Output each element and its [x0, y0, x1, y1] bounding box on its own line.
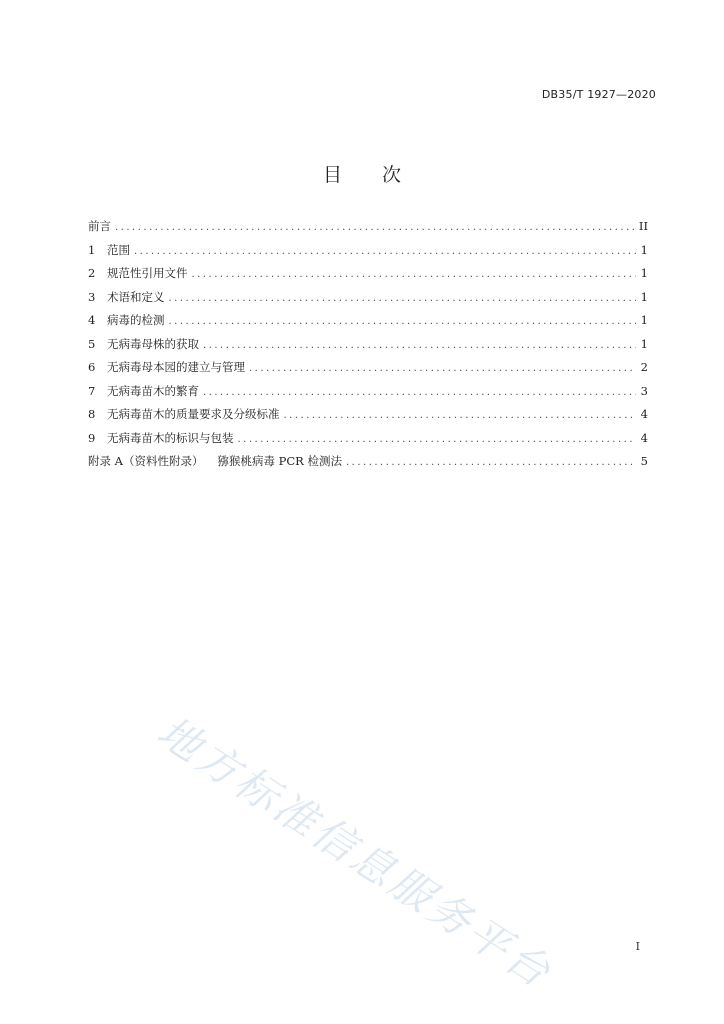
toc-entry-text: 无病毒苗木的标识与包装	[107, 430, 234, 445]
toc-leader	[249, 357, 636, 381]
toc-entry-5[interactable]	[88, 333, 648, 357]
toc-leader	[238, 428, 637, 452]
toc-entry-page: 5	[640, 454, 648, 468]
toc-entry-page: 1	[640, 336, 648, 351]
toc-leader	[169, 287, 637, 311]
toc-entry-subtitle: 猕猴桃病毒 PCR 检测法	[217, 454, 342, 468]
toc-entry-number: 2	[88, 266, 96, 280]
toc-entry-9[interactable]	[88, 427, 648, 451]
toc-entry-page: 2	[640, 360, 648, 374]
toc-leader	[203, 381, 636, 405]
toc-entry-text: 无病毒母本园的建立与管理	[107, 360, 245, 374]
toc-leader	[192, 263, 637, 287]
toc-entry-page: II	[638, 219, 648, 233]
toc-entry-2[interactable]	[88, 262, 648, 286]
toc-entry-page: 1	[640, 289, 648, 304]
watermark: 地方标准信息服务平台	[148, 706, 562, 999]
toc-leader	[203, 334, 636, 358]
toc-entry-text: 术语和定义	[107, 289, 165, 304]
toc-entry-page: 4	[640, 430, 648, 445]
document-code: DB35/T 1927—2020	[541, 88, 656, 101]
toc-entry-page: 1	[640, 242, 648, 257]
toc-entry-7[interactable]	[88, 380, 648, 404]
toc-entry-8[interactable]	[88, 403, 648, 427]
toc-entry-text: 无病毒苗木的质量要求及分级标准	[107, 407, 280, 421]
toc-entry-number: 7	[88, 383, 96, 398]
toc-leader	[134, 240, 636, 264]
toc-entry-number: 8	[88, 407, 96, 421]
toc-entry-page: 4	[640, 407, 648, 421]
toc-leader	[169, 310, 637, 334]
toc-entry-6[interactable]	[88, 356, 648, 380]
toc-entry-page: 1	[640, 313, 648, 327]
toc-entry-page: 1	[640, 266, 648, 280]
toc-entry-text: 无病毒母株的获取	[107, 336, 199, 351]
toc-entry-number: 9	[88, 430, 96, 445]
toc-entry-foreword[interactable]	[88, 215, 648, 239]
toc-leader	[115, 216, 635, 240]
toc-leader	[284, 404, 637, 428]
toc-entry-number: 5	[88, 336, 96, 351]
page-number: I	[635, 940, 640, 953]
toc-title	[0, 160, 724, 187]
toc-entry-text: 附录 A（资料性附录）	[88, 454, 204, 468]
toc-entry-page: 3	[640, 383, 648, 398]
toc-title-char-1: 目	[322, 164, 342, 186]
toc-entry-4[interactable]	[88, 309, 648, 333]
toc-entry-text: 病毒的检测	[107, 313, 165, 327]
toc-entry-number: 6	[88, 360, 96, 374]
toc-leader	[346, 451, 636, 475]
toc-entry-number: 1	[88, 242, 96, 257]
toc-entry-1[interactable]	[88, 239, 648, 263]
toc-entry-text: 规范性引用文件	[107, 266, 188, 280]
toc-entry-text: 无病毒苗木的繁育	[107, 383, 199, 398]
toc-entry-text: 范围	[107, 242, 130, 257]
toc-entry-number: 3	[88, 289, 96, 304]
toc-entry-3[interactable]	[88, 286, 648, 310]
toc-entry-number: 4	[88, 313, 96, 327]
toc-entry-appendix-a[interactable]	[88, 450, 648, 474]
toc-entry-text: 前言	[88, 219, 111, 233]
table-of-contents	[88, 215, 648, 474]
toc-title-char-2: 次	[382, 164, 402, 186]
